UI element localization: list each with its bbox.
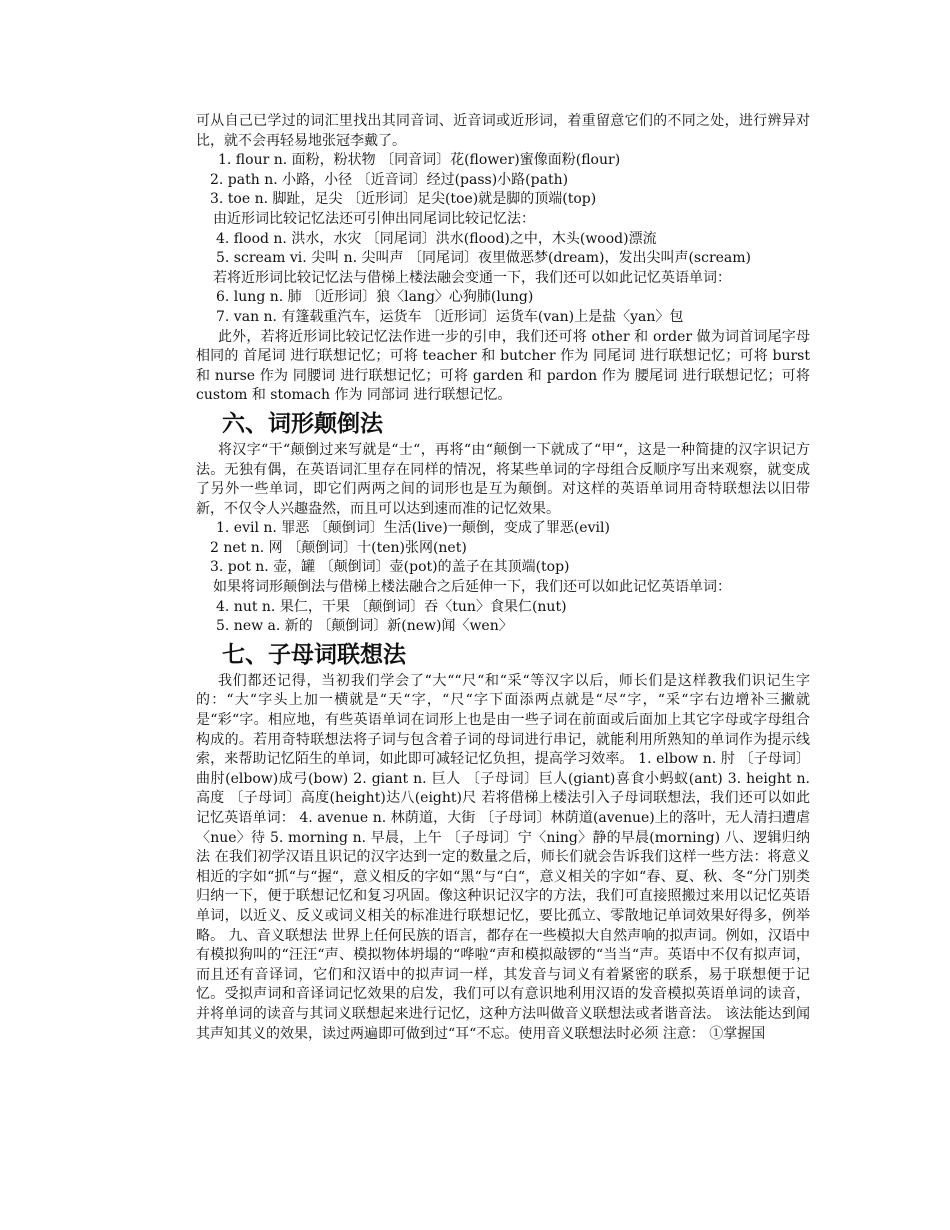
list-item: 1. flour n. 面粉，粉状物 〔同音词〕花(flower)蜜像面粉(flour) (218, 152, 621, 169)
list-item: 3. pot n. 壶，罐 〔颠倒词〕壶(pot)的盖子在其顶端(top) (210, 559, 570, 576)
paragraph: 此外，若将近形词比较记忆法作进一步的引申，我们还可将 other 和 order 做为词首词尾字母相同的 首尾词 进行联想记忆；可将 teacher 和 butcher 作为 同尾词 进行联想记忆；可将 burst 和 nurse 作为 同腰词 进行联想记忆；可将 garden 和 pardon 作为 腰尾词 进行联想记忆；可将 custom 和 stomach 作为 同部词 进行联想记忆。 (196, 328, 810, 404)
list-item: 5. new a. 新的 〔颠倒词〕新(new)闻〈wen〉 (216, 618, 513, 635)
list-item: 2 net n. 网 〔颠倒词〕十(ten)张网(net) (210, 539, 467, 556)
section-heading: 七、子母词联想法 (222, 641, 406, 668)
list-item: 4. flood n. 洪水，水灾 〔同尾词〕洪水(flood)之中，木头(wood)漂流 (216, 230, 657, 247)
list-item: 6. lung n. 肺 〔近形词〕狼〈lang〉心狗肺(lung) (216, 289, 534, 306)
list-item: 5. scream vi. 尖叫 n. 尖叫声 〔同尾词〕夜里做恶梦(dream)，发出尖叫声(scream) (216, 250, 752, 267)
paragraph: 我们都还记得，当初我们学会了“大““尺“和“采“等汉字以后，师长们是这样教我们识记生字的：“大“字头上加一横就是“天“字，“尺“字下面添两点就是“尽“字，“采“字右边增补三撇就是“彩“字。相应地，有些英语单词在词形上也是由一些子词在前面或后面加上其它字母或字母组合构成的。若用奇特联想法将子词与包含着子词的母词进行串记，就能利用所熟知的单词作为提示线索，来帮助记忆陌生的单词，如此即可减轻记忆负担，提高学习效率。 1. elbow n. 肘 〔子母词〕曲肘(elbow)成弓(bow) 2. giant n. 巨人 〔子母词〕巨人(giant)喜食小蚂蚁(ant) 3. height n. 高度 〔子母词〕高度(height)达八(eight)尺 若将借梯上楼法引入子母词联想法，我们还可以如此记忆英语单词： 4. avenue n. 林荫道，大街 〔子母词〕林荫道(avenue)上的落叶，无人清扫遭虐〈nue〉待 5. morning n. 早晨，上午 〔子母词〕宁〈ning〉静的早晨(morning) 八、逻辑归纳法 在我们初学汉语且识记的汉字达到一定的数量之后，师长们就会告诉我们这样一些方法：将意义相近的字如“抓“与“握“，意义相反的字如“黑“与“白“，意义相关的字如“春、夏、秋、冬“分门别类归纳一下，便于联想记忆和复习巩固。像这种识记汉字的方法，我们可直接照搬过来用以记忆英语单词，以近义、反义或词义相关的标准进行联想记忆，要比孤立、零散地记单词效果好得多，例举略。 九、音义联想法 世界上任何民族的语言，都存在一些模拟大自然声响的拟声词。例如，汉语中有模拟狗叫的“汪汪“声、模拟物体坍塌的“哗啦“声和模拟敲锣的“当当“声。英语中不仅有拟声词，而且还有音译词，它们和汉语中的拟声词一样，其发音与词义有着紧密的联系，易于联想便于记忆。受拟声词和音译词记忆效果的启发，我们可以有意识地利用汉语的发音模拟英语单词的读音，并将单词的读音与其词义联想起来进行记忆，这种方法叫做音义联想法或者谐音法。 该法能达到闻其声知其义的效果，读过两遍即可做到过“耳“不忘。使用音义联想法时必须 注意： ①掌握国 (196, 672, 810, 1042)
paragraph: 将汉字“干“颠倒过来写就是“士“，再将“由“颠倒一下就成了“甲“，这是一种简捷的汉字识记方法。无独有偶，在英语词汇里存在同样的情况，将某些单词的字母组合反顺序写出来观察，就变成了另外一些单词，即它们两两之间的词形也是互为颠倒。对这样的英语单词用奇特联想法以旧带新，不仅令人兴趣盎然，而且可以达到速而准的记忆效果。 (196, 441, 810, 517)
list-item: 1. evil n. 罪恶 〔颠倒词〕生活(live)一颠倒，变成了罪恶(evil) (216, 520, 610, 537)
document-page (196, 112, 810, 1044)
paragraph: 可从自己已学过的词汇里找出其同音词、近音词或近形词，着重留意它们的不同之处，进行辨异对比，就不会再轻易地张冠李戴了。 (196, 113, 810, 149)
list-item: 4. nut n. 果仁，干果 〔颠倒词〕吞〈tun〉食果仁(nut) (216, 598, 567, 615)
paragraph: 如果将词形颠倒法与借梯上楼法融合之后延伸一下，我们还可以如此记忆英语单词： (213, 579, 731, 596)
section-heading: 六、词形颠倒法 (222, 410, 383, 437)
list-item: 3. toe n. 脚趾，足尖 〔近形词〕足尖(toe)就是脚的顶端(top) (210, 191, 597, 208)
list-item: 7. van n. 有篷载重汽车，运货车 〔近形词〕运货车(van)上是盐〈yan〉包 (216, 308, 684, 325)
paragraph: 若将近形词比较记忆法与借梯上楼法融会变通一下，我们还可以如此记忆英语单词： (213, 269, 731, 286)
list-item: 2. path n. 小路，小径 〔近音词〕经过(pass)小路(path) (210, 171, 569, 188)
paragraph: 由近形词比较记忆法还可引伸出同尾词比较记忆法： (213, 210, 535, 227)
